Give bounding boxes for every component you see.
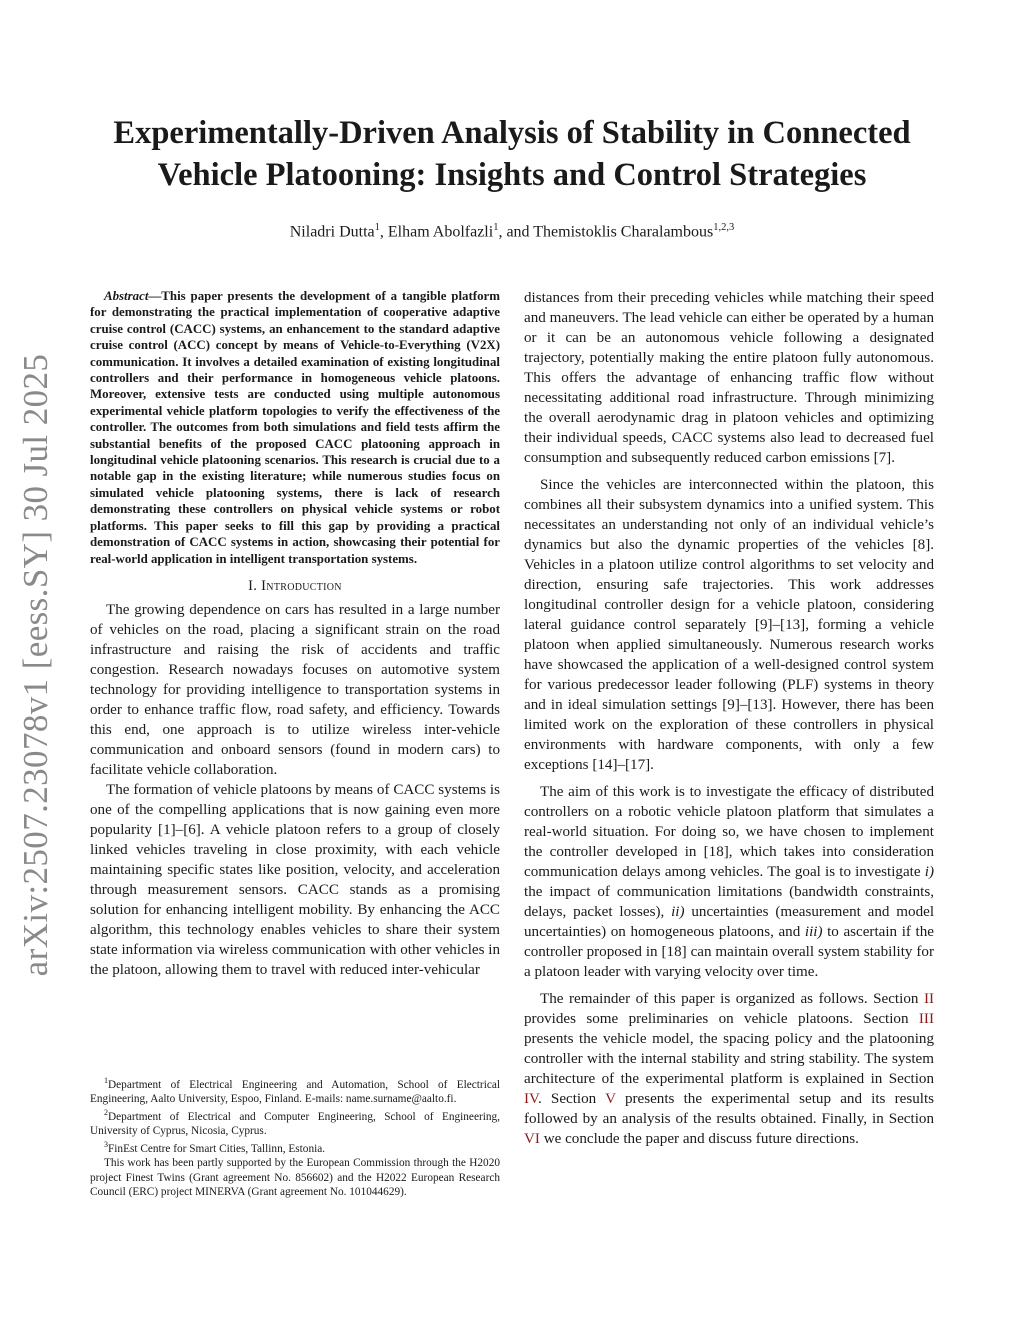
section-link-III[interactable]: III [918, 1011, 934, 1027]
text-run: presents the vehicle model, the spacing policy and the platooning controller with the internal stability and string stability. The system architecture of the experimental platform is explained in Section [524, 1031, 934, 1087]
footnote-marker: 2 [104, 1108, 108, 1118]
footnote-text: Department of Electrical Engineering and Automation, School of Electrical Engineering, Aalto University, Espoo, Finland. E-mails: name.surname@aalto.fi. [90, 1078, 500, 1105]
arxiv-identifier-stamp [12, 353, 60, 977]
section-number: I. [248, 577, 258, 594]
title-line-2: Vehicle Platooning: Insights and Control Strategies [157, 157, 867, 193]
footnote-text: FinEst Centre for Smart Cities, Tallinn, Estonia. [108, 1143, 326, 1156]
text-run: the impact of communication limitations (bandwidth constraints, delays, packet losses), [524, 884, 934, 920]
abstract-label: Abstract [104, 289, 149, 303]
enumeration-marker: i) [924, 864, 934, 880]
author-affiliation: 1 [374, 222, 380, 233]
paper-title [80, 112, 944, 196]
right-column [524, 288, 934, 1149]
author-separator: , [379, 223, 388, 241]
footnote-marker: 1 [104, 1076, 108, 1085]
text-run: to ascertain if the controller proposed in [18] can maintain overall system stability for a platoon leader with varying velocity over time. [524, 924, 934, 980]
text-run: The aim of this work is to investigate the efficacy of distributed controllers on a robotic vehicle platoon platform that simulates a real-world situation. For doing so, we have chosen to implement the controller developed in [18], which takes into consideration communication delays among vehicles. The goal is to investigate [524, 784, 934, 880]
footnotes [90, 1074, 500, 1199]
footnote-2 [90, 1106, 500, 1138]
intro-paragraph-4: Since the vehicles are interconnected within the platoon, this combines all their subsystem dynamics into a unified system. This necessitates an understanding not only of an individual vehicle’s dynamics but also the dynamic properties of the vehicles [8]. Vehicles in a platoon utilize control algorithms to set velocity and direction, ensuring safe trajectories. This work addresses longitudinal controller design for a vehicle platoon, considering lateral guidance control separately [9]–[13], forming a vehicle platoon when applied simultaneously. Numerous research works have showcased the application of a well-designed control system for various predecessor leader following (PLF) systems in theory and in ideal simulation settings [9]–[13]. However, there has been limited work on the exploration of these controllers in physical environments with hardware components, with only a few exceptions [14]–[17]. [524, 477, 934, 773]
text-run: provides some preliminaries on vehicle platoons. Section [524, 1011, 919, 1027]
text-run: uncertainties (measurement and model uncertainties) on homogeneous platoons, and [524, 904, 935, 940]
text-run: . Section [537, 1091, 606, 1107]
title-line-1: Experimentally-Driven Analysis of Stability in Connected [113, 115, 911, 151]
author-name: Themistoklis Charalambous [533, 223, 714, 241]
intro-paragraph-2: The formation of vehicle platoons by means of CACC systems is one of the compelling applications that is now gaining even more popularity [1]–[6]. A vehicle platoon refers to a group of closely linked vehicles traveling in close proximity, with each vehicle maintaining specific states like position, velocity, and acceleration through measurement sensors. CACC stands as a promising solution for enhancing intelligent mobility. By enhancing the ACC algorithm, this technology enables vehicles to share their system state information via wireless communication with other vehicles in the platoon, allowing them to travel with reduced inter-vehicular [90, 781, 500, 978]
author-name: Niladri Dutta [289, 223, 375, 241]
section-heading-introduction [90, 578, 500, 595]
author-affiliation: 1 [493, 222, 499, 233]
text-run: The remainder of this paper is organized as follows. Section [540, 991, 924, 1007]
author-separator: , and [498, 223, 534, 241]
enumeration-marker: iii) [804, 924, 823, 940]
author-affiliation: 1,2,3 [713, 222, 735, 233]
left-column [90, 288, 500, 980]
section-link-IV[interactable]: IV [524, 1091, 538, 1107]
footnote-marker: 3 [104, 1140, 108, 1150]
section-link-V[interactable]: V [605, 1091, 616, 1107]
section-link-VI[interactable]: VI [524, 1131, 540, 1147]
intro-paragraph-3: distances from their preceding vehicles while matching their speed and maneuvers. The lead vehicle can either be operated by a human or it can be an autonomous vehicle following a designated trajectory, potentially making the entire platoon fully autonomous. This offers the advantage of enhancing traffic flow without necessitating additional road infrastructure. Through minimizing the overall aerodynamic drag in platoon vehicles and optimizing their individual speeds, CACC systems also lead to decreased fuel consumption and subsequently reduced carbon emissions [7]. [524, 290, 934, 466]
text-run: we conclude the paper and discuss future directions. [539, 1131, 859, 1147]
intro-paragraph-5 [524, 782, 934, 982]
intro-paragraph-1: The growing dependence on cars has resulted in a large number of vehicles on the road, placing a significant strain on the road infrastructure and raising the risk of accidents and traffic congestion. Research nowadays focuses on automotive system technology for providing intelligence to transportation systems in order to enhance traffic flow, road safety, and efficiency. Towards this end, one approach is to utilize wireless inter-vehicle communication and onboard sensors (found in modern cars) to facilitate vehicle collaboration. [90, 601, 500, 778]
funding-note: This work has been partly supported by the European Commission through the H2020 project Finest Twins (Grant agreement No. 856602) and the H2022 European Research Council (ERC) project MINERVA (Grant agreement No. 101044629). [90, 1157, 500, 1198]
footnote-1 [90, 1074, 500, 1106]
abstract-text: This paper presents the development of a tangible platform for demonstrating the practical implementation of cooperative adaptive cruise control (CACC) systems, an enhancement to the standard adaptive cruise control (ACC) concept by means of Vehicle-to-Everything (V2X) communication. It involves a detailed examination of existing longitudinal controllers and their performance in homogeneous vehicle platoons. Moreover, extensive tests are conducted using multiple autonomous experimental vehicle platform topologies to verify the effectiveness of the controller. The outcomes from both simulations and field tests affirm the substantial benefits of the proposed CACC platooning approach in longitudinal vehicle platooning scenarios. This research is crucial due to a notable gap in the existing literature; while numerous studies focus on simulated vehicle platooning systems, there is lack of research demonstrating these controllers on physical vehicle systems or robot platforms. This paper seeks to fill this gap by providing a practical demonstration of CACC systems in action, showcasing their potential for real-world application in intelligent transportation systems. [90, 289, 500, 566]
intro-paragraph-6 [524, 989, 934, 1149]
text-run: presents the experimental setup and its results followed by an analysis of the results obtained. Finally, in Section [524, 1091, 935, 1127]
abstract-dash: — [148, 289, 162, 303]
abstract [90, 288, 500, 567]
author-list [80, 222, 944, 241]
footnote-text: Department of Electrical and Computer Engineering, School of Engineering, University of Cyprus, Nicosia, Cyprus. [90, 1110, 500, 1138]
footnote-3 [90, 1138, 500, 1156]
arxiv-identifier-text: arXiv:2507.23078v1 [eess.SY] 30 Jul 2025 [16, 353, 55, 977]
section-title: Introduction [261, 577, 342, 594]
author-name: Elham Abolfazli [387, 223, 494, 241]
enumeration-marker: ii) [671, 904, 685, 920]
section-link-II[interactable]: II [923, 991, 934, 1007]
